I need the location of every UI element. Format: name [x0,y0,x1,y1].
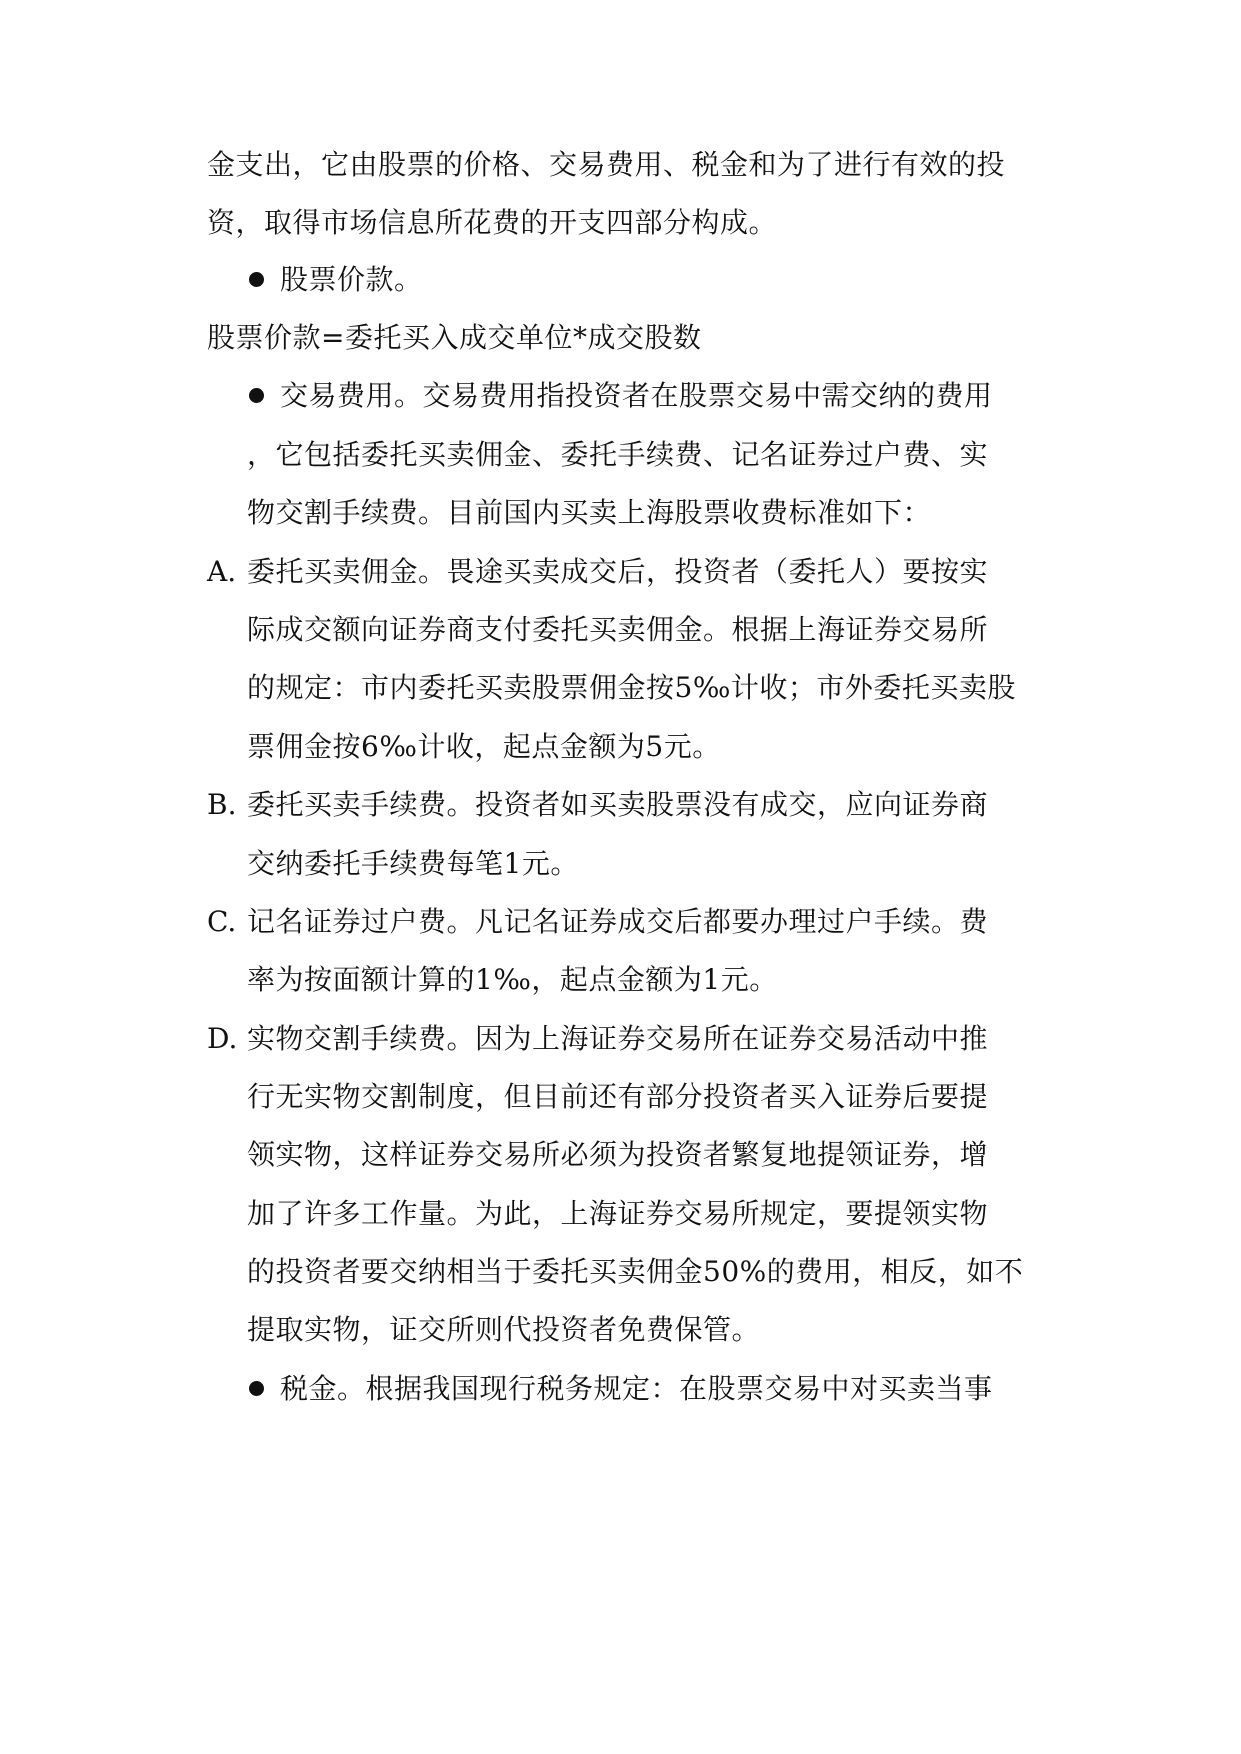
item-c-line-2: 率为按面额计算的1‰，起点金额为1元。 [247,963,778,996]
item-d-line-5: 的投资者要交纳相当于委托买卖佣金50%的费用，相反，如不 [247,1255,1024,1288]
item-marker: A. [207,555,237,588]
item-d-line-2: 行无实物交割制度，但目前还有部分投资者买入证券后要提 [247,1080,989,1113]
item-b-line-1: 委托买卖手续费。投资者如买卖股票没有成交，应向证券商 [247,788,989,821]
item-marker: C. [207,905,237,938]
item-d-line-4: 加了许多工作量。为此，上海证券交易所规定，要提领实物 [247,1197,989,1230]
bullet-fees-line-2: ，它包括委托买卖佣金、委托手续费、记名证券过户费、实 [247,438,989,471]
item-d-line-6: 提取实物，证交所则代投资者免费保管。 [247,1313,761,1346]
bullet-dot-icon [249,388,264,403]
item-marker: D. [207,1022,238,1055]
intro-line-2: 资，取得市场信息所花费的开支四部分构成。 [207,206,778,239]
item-marker: B. [207,788,237,821]
formula-text: 股票价款=委托买入成交单位*成交股数 [207,321,702,354]
bullet-fees-line-1: 交易费用。交易费用指投资者在股票交易中需交纳的费用 [280,379,993,412]
item-a-line-4: 票佣金按6‰计收，起点金额为5元。 [247,730,721,763]
bullet-fees-line-3: 物交割手续费。目前国内买卖上海股票收费标准如下： [247,496,932,529]
bullet-dot-icon [249,1381,264,1396]
bullet-dot-icon [249,272,264,287]
item-a-line-2: 际成交额向证券商支付委托买卖佣金。根据上海证券交易所 [247,613,989,646]
item-a-line-3: 的规定：市内委托买卖股票佣金按5‰计收；市外委托买卖股 [247,671,1016,704]
intro-line-1: 金支出，它由股票的价格、交易费用、税金和为了进行有效的投 [207,148,1006,181]
item-d-line-3: 领实物，这样证券交易所必须为投资者繁复地提领证券，增 [247,1138,989,1171]
bullet-tax-text: 税金。根据我国现行税务规定：在股票交易中对买卖当事 [280,1372,993,1405]
item-c-line-1: 记名证券过户费。凡记名证券成交后都要办理过户手续。费 [247,905,989,938]
item-d-line-1: 实物交割手续费。因为上海证券交易所在证券交易活动中推 [247,1022,989,1055]
bullet-price-text: 股票价款。 [280,263,423,296]
item-b-line-2: 交纳委托手续费每笔1元。 [247,847,579,880]
item-a-line-1: 委托买卖佣金。畏途买卖成交后，投资者（委托人）要按实 [247,555,989,588]
